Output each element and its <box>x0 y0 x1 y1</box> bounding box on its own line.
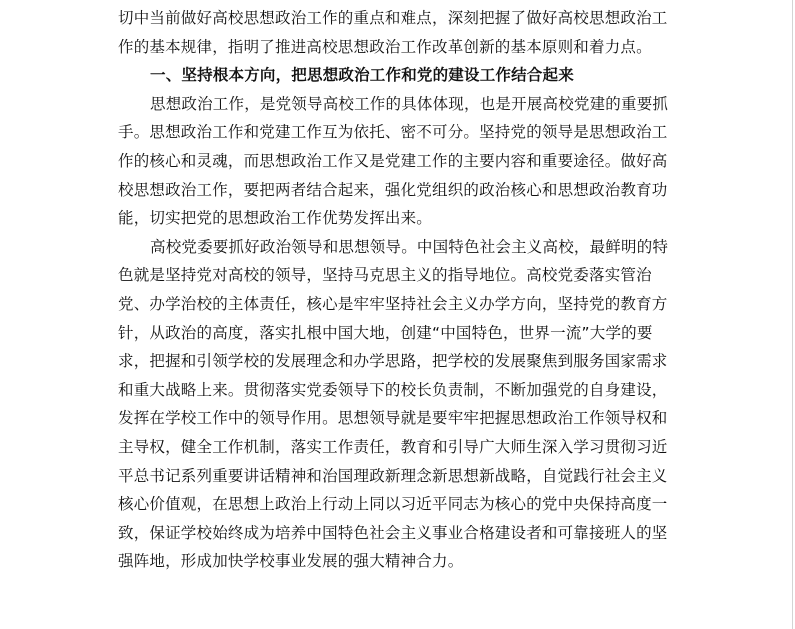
paragraph-line: 作的基本规律，指明了推进高校思想政治工作改革创新的基本原则和着力点。 <box>118 37 652 56</box>
paragraph-line: 党、办学治校的主体责任，核心是牢牢坚持社会主义办学方向，坚持党的教育方 <box>118 294 668 313</box>
section-heading: 一、坚持根本方向，把思想政治工作和党的建设工作结合起来 <box>150 66 574 85</box>
document-body <box>118 4 678 576</box>
page-edge-divider <box>792 0 793 629</box>
paragraph-line: 强阵地，形成加快学校事业发展的强大精神合力。 <box>118 552 464 571</box>
paragraph-line: 求，把握和引领学校的发展理念和办学思路，把学校的发展聚焦到服务国家需求 <box>118 352 668 371</box>
paragraph-line: 作的核心和灵魂，而思想政治工作又是党建工作的主要内容和重要途径。做好高 <box>118 151 668 170</box>
paragraph-line: 核心价值观，在思想上政治上行动上同以习近平同志为核心的党中央保持高度一 <box>118 495 668 514</box>
paragraph-line: 校思想政治工作，要把两者结合起来，强化党组织的政治核心和思想政治教育功 <box>118 180 668 199</box>
paragraph-line: 思想政治工作，是党领导高校工作的具体体现，也是开展高校党建的重要抓 <box>150 94 669 113</box>
paragraph-line: 主导权，健全工作机制，落实工作责任，教育和引导广大师生深入学习贯彻习近 <box>118 437 668 456</box>
paragraph-line: 能，切实把党的思想政治工作优势发挥出来。 <box>118 209 433 228</box>
paragraph-line: 平总书记系列重要讲话精神和治国理政新理念新思想新战略，自觉践行社会主义 <box>118 466 668 485</box>
paragraph-line: 致，保证学校始终成为培养中国特色社会主义事业合格建设者和可靠接班人的坚 <box>118 523 668 542</box>
paragraph-line: 和重大战略上来。贯彻落实党委领导下的校长负责制，不断加强党的自身建设， <box>118 380 668 399</box>
paragraph-line: 高校党委要抓好政治领导和思想领导。中国特色社会主义高校，最鲜明的特 <box>150 237 669 256</box>
paragraph-line: 手。思想政治工作和党建工作互为依托、密不可分。坚持党的领导是思想政治工 <box>118 123 668 142</box>
paragraph-line: 针，从政治的高度，落实扎根中国大地，创建“中国特色，世界一流”大学的要 <box>118 323 653 342</box>
paragraph-line: 色就是坚持党对高校的领导，坚持马克思主义的指导地位。高校党委落实管治 <box>118 266 652 285</box>
paragraph-line: 发挥在学校工作中的领导作用。思想领导就是要牢牢把握思想政治工作领导权和 <box>118 409 668 428</box>
paragraph-line: 切中当前做好高校思想政治工作的重点和难点，深刻把握了做好高校思想政治工 <box>118 9 668 27</box>
